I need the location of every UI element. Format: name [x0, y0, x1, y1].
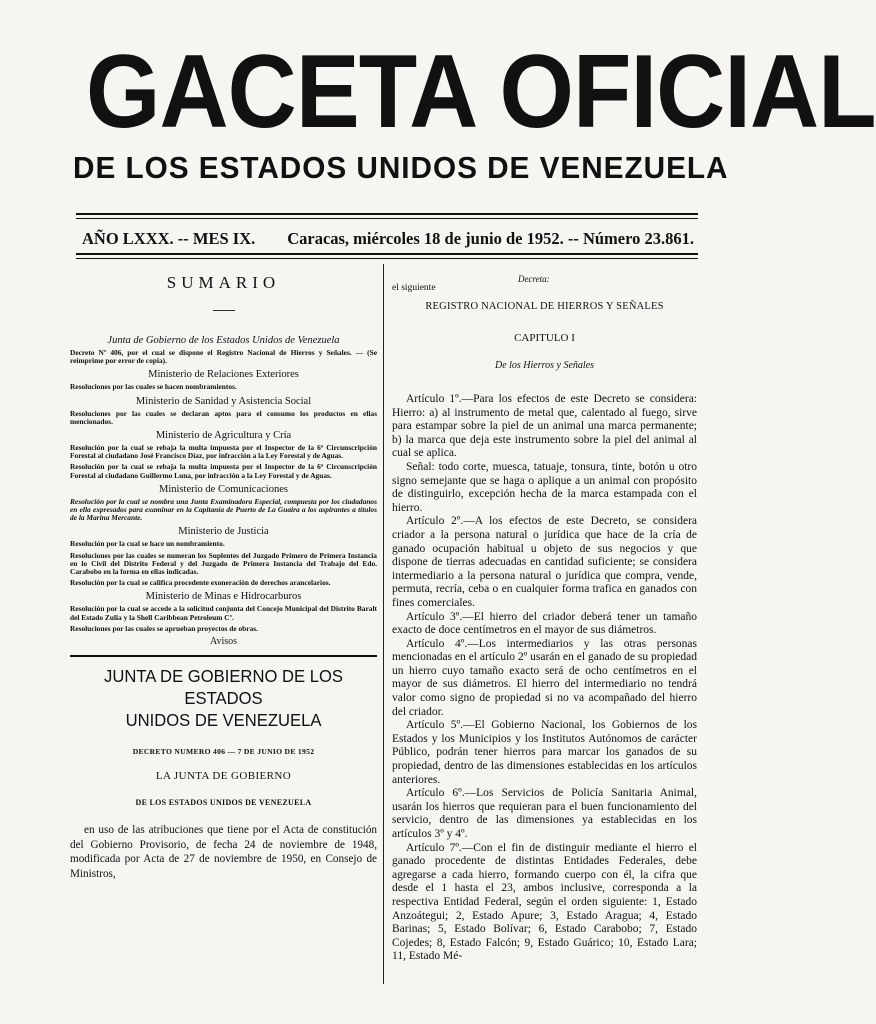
sumario-section-heading: Ministerio de Relaciones Exteriores: [148, 369, 299, 381]
sumario-entry: Resolución por la cual se califica procedente exoneración de derechos arancelarios.: [70, 578, 331, 588]
la-junta-heading: LA JUNTA DE GOBIERNO: [155, 770, 292, 783]
left-column: [70, 270, 377, 881]
article-paragraph: Señal: todo corte, muesca, tatuaje, tonsura, tinte, botón u otro signo semejante que se haga o aplique a un animal con propósito de distinguirlo, excepción hecha de la marca estampada con el hierro.: [392, 460, 697, 514]
top-rule-1: [76, 213, 698, 215]
masthead: [60, 34, 876, 186]
sumario-entry: Resolución por la cual se nombra una Junta Examinadora Especial, compuesta por los ciudadanos en ella expresados para examinar en la Capitanía de Puerto de La Guaira a los aspirantes a títulos de la Marina Mercante.: [70, 496, 377, 523]
siguiente-label: el siguiente: [392, 283, 436, 293]
top-rule-2: [76, 218, 698, 219]
junta-title: [78, 665, 370, 731]
junta-title-line-1: JUNTA DE GOBIERNO DE LOS ESTADOS: [104, 666, 343, 709]
capitulo-heading: CAPITULO I: [514, 332, 575, 344]
date-number-label: Caracas, miércoles 18 de junio de 1952. -- Número 23.861.: [287, 229, 694, 248]
volume-label: AÑO LXXX. -- MES IX.: [82, 229, 256, 248]
sumario-section-heading: Ministerio de Minas e Hidrocarburos: [145, 591, 302, 603]
right-column: [392, 274, 697, 964]
article-paragraph: Artículo 5º.—El Gobierno Nacional, los Gobiernos de los Estados y los Municipios y los Institutos Autónomos de carácter Público, podrán tener hierros para marcar los ganados de su propiedad, dentro de las dimensiones establecidas en los artículos anteriores.: [392, 719, 697, 786]
article-paragraph: Artículo 6º.—Los Servicios de Policía Sanitaria Animal, usarán los hierros que requieran para el buen funcionamiento del servicio, dentro de las dimensiones ya establecidas en los artículos 3º y 4º.: [392, 787, 697, 840]
sumario-title: SUMARIO: [166, 273, 281, 292]
avisos-label: Avisos: [209, 636, 238, 648]
decreta-label: Decreta:: [518, 274, 550, 284]
sumario-entry: Resoluciones por las cuales se declaran aptos para el consumo los productos en ellas mencionados.: [70, 408, 377, 426]
junta-body-text: en uso de las atribuciones que tiene por el Acta de constitución del Gobierno Provisorio, de fecha 24 de noviembre de 1948, modificada por Acta de 27 de noviembre de 1950, en Consejo de Ministros,: [70, 824, 377, 880]
sumario-section-heading: Ministerio de Justicia: [178, 526, 269, 538]
article-paragraph: Artículo 1º.—Para los efectos de este Decreto se considera: Hierro: a) al instrumento de metal que, calentado al fuego, sirve para estampar sobre la piel de un animal una marca permanente; b) la marca que deja este instrumento sobre la piel del animal al cual se aplica.: [392, 393, 697, 460]
sumario-section-heading: Ministerio de Sanidad y Asistencia Social: [135, 395, 312, 407]
article-paragraph: Artículo 3º.—El hierro del criador deberá tener un tamaño exacto de doce centímetros en el mayor de sus diámetros.: [392, 610, 697, 637]
de-los-estados-heading: DE LOS ESTADOS UNIDOS DE VENEZUELA: [135, 798, 312, 808]
newspaper-title: GACETA OFICIAL: [86, 34, 876, 150]
newspaper-subtitle: DE LOS ESTADOS UNIDOS DE VENEZUELA: [73, 150, 729, 185]
column-divider: [383, 264, 384, 984]
article-paragraph: Artículo 2º.—A los efectos de este Decreto, se considera criador a la persona natural o jurídica que hace de la cría de ganado ocupación habitual u objeto de sus negocios y que dispone de tierras adecuadas en cantidad suficiente; se considera intermediario a la persona natural o jurídica que compra, vende, permuta, recría, ceba o en cualquier forma trafica en ganados con fines comerciales.: [392, 515, 697, 609]
sumario-entry: Resoluciones por las cuales se aprueban proyectos de obras.: [70, 623, 258, 633]
sumario-entry: Resoluciones por las cuales se hacen nombramientos.: [70, 382, 237, 392]
sumario-entry: Resolución por la cual se accede a la solicitud conjunta del Concejo Municipal del Distrito Baralt del Estado Zulia y la Shell Caribbean Petroleum Cº.: [70, 604, 377, 622]
sumario-dash: [213, 310, 235, 311]
sumario-entry: Decreto Nº 406, por el cual se dispone el Registro Nacional de Hierros y Señales. — (Se reimprime por error de copia).: [70, 348, 377, 366]
bottom-rule-2: [76, 258, 698, 259]
article-paragraph: Artículo 7º.—Con el fin de distinguir mediante el hierro el ganado procedente de distintas Entidades Federales, debe agregarse a cada hierro, formando cuerpo con él, la cifra que desde el 1 hasta el 23, ambos inclusive, corresponda a la respectiva Entidad Federal, según el orden siguiente: 1, Estado Anzoátegui; 2, Estado Apure; 3, Estado Aragua; 4, Estado Barinas; 5, Estado Bolívar; 6, Estado Carabobo; 7, Estado Cojedes; 8, Estado Falcón; 9, Estado Guárico; 10, Estado Lara; 11, Estado Mé-: [392, 841, 697, 963]
sumario-entry: Resoluciones por las cuales se numeran los Suplentes del Juzgado Primero de Primera Instancia en lo Civil del Distrito Federal y del Juzgado de Primera Instancia del Trabajo del Edo. Carabobo en la forma en ellas indicadas.: [70, 550, 377, 577]
chapter-subheading: De los Hierros y Señales: [494, 360, 595, 371]
junta-title-line-2: UNIDOS DE VENEZUELA: [125, 710, 322, 731]
sumario-section-heading: Ministerio de Agricultura y Cría: [155, 430, 292, 442]
sumario-list: [70, 335, 377, 633]
articles-list: [392, 393, 697, 964]
registro-heading: REGISTRO NACIONAL DE HIERROS Y SEÑALES: [425, 301, 664, 312]
section-rule: [70, 655, 377, 657]
bottom-rule-1: [76, 253, 698, 255]
sumario-section-heading: Ministerio de Comunicaciones: [159, 483, 288, 495]
sumario-entry: Resolución por la cual se rebaja la multa impuesta por el Inspector de la 6ª Circunscripción Forestal al ciudadano José Francisco Díaz, por infracción a la Ley Forestal y de Aguas.: [70, 443, 377, 461]
sumario-entry: Resolución por la cual se hace un nombramiento.: [70, 539, 225, 549]
decreto-heading: DECRETO NUMERO 406 — 7 DE JUNIO DE 1952: [132, 747, 315, 757]
sumario-section-heading: Junta de Gobierno de los Estados Unidos de Venezuela: [107, 335, 340, 346]
sumario-entry: Resolución por la cual se rebaja la multa impuesta por el Inspector de la 6ª Circunscripción Forestal al ciudadano Guillermo Luna, por infracción a la Ley Forestal y de Aguas.: [70, 462, 377, 480]
article-paragraph: Artículo 4º.—Los intermediarios y las otras personas mencionadas en el artículo 2º usarán en el ganado de su propiedad un hierro cuyo tamaño exacto será de ocho centímetros en el mayor de sus diámetros. El hierro del intermediario no tendrá valor como signo de propiedad si no va acompañado del hierro del criador.: [392, 637, 697, 718]
